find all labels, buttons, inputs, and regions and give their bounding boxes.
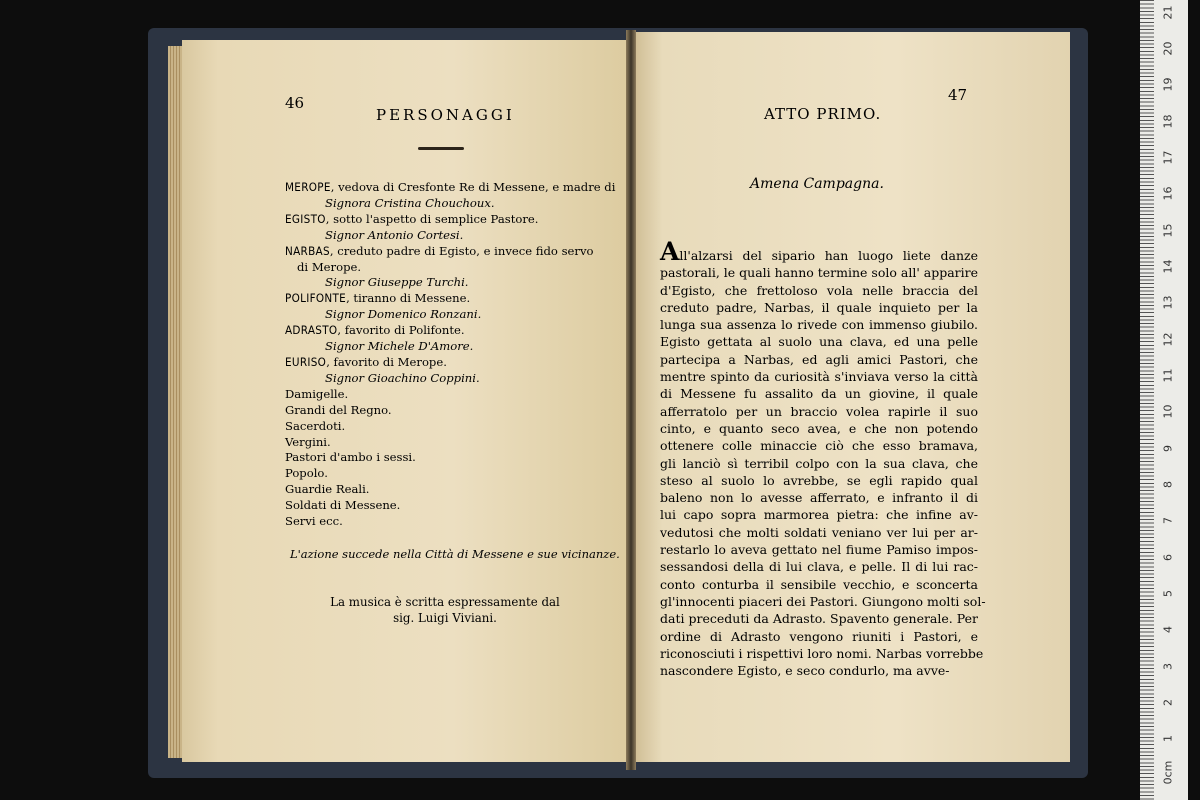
- text-line: gli lanciò sì terribil colpo con la sua clava, che: [660, 455, 978, 471]
- minor-role: Damigelle.: [285, 386, 349, 401]
- text-line: conto conturba il sensibile vecchio, e sconcerta: [660, 576, 978, 592]
- ruler-label: 3: [1161, 663, 1175, 670]
- text-line: dati preceduti da Adrasto. Spavento generale. Per: [660, 611, 978, 627]
- credit-line: sig. Luigi Viviani.: [393, 611, 497, 625]
- ruler-label: 17: [1161, 150, 1175, 165]
- text-line: Egisto gettata al suolo una clava, ed una pelle: [660, 334, 978, 350]
- cast-role: POLIFONTE, tiranno di Messene.: [285, 291, 471, 306]
- ruler-label: 4: [1161, 626, 1175, 633]
- cast-singer: Signora Cristina Chouchoux.: [325, 195, 495, 210]
- ruler-label: 0cm: [1161, 760, 1175, 785]
- cast-singer: Signor Antonio Cortesi.: [325, 227, 464, 242]
- right-page-title: ATTO PRIMO.: [764, 105, 882, 123]
- text-line: d'Egisto, che frettoloso vola nelle braccia del: [660, 282, 978, 298]
- ruler-label: 8: [1161, 481, 1175, 488]
- text-line: riconosciuti i rispettivi loro nomi. Narbas vorrebbe: [660, 645, 984, 661]
- cast-role-continuation: di Merope.: [297, 259, 362, 274]
- cast-singer: Signor Giuseppe Turchi.: [325, 275, 469, 290]
- credit-line: La musica è scritta espressamente dal: [330, 595, 560, 609]
- minor-role: Soldati di Messene.: [285, 498, 401, 513]
- ruler-label: 20: [1161, 41, 1175, 56]
- setting-note: L'azione succede nella Città di Messene e sue vicinanze.: [290, 547, 620, 561]
- cast-role: NARBAS, creduto padre di Egisto, e invece fido servo: [285, 243, 594, 258]
- minor-role: Popolo.: [285, 466, 328, 481]
- title-ornament: [418, 147, 464, 150]
- text-line: baleno non lo avesse afferrato, e infranto il di: [660, 490, 978, 506]
- text-line: steso al suolo lo avrebbe, se egli rapido qual: [660, 472, 978, 488]
- text-line: All'alzarsi del sipario han luogo liete danze: [660, 237, 978, 266]
- cast-list: [285, 180, 615, 530]
- text-line: mentre spinto da curiosità s'inviava verso la città: [660, 369, 978, 385]
- text-line: creduto padre, Narbas, il quale inquieto per la: [660, 299, 978, 315]
- text-line: ordine di Adrasto vengono riuniti i Pastori, e: [660, 628, 978, 644]
- text-line: pastorali, le quali hanno termine solo all' apparire: [660, 265, 978, 281]
- ruler-label: 15: [1161, 223, 1175, 238]
- ruler-label: 7: [1161, 517, 1175, 524]
- text-line: lui capo sopra marmorea pietra: che infine av-: [660, 507, 978, 523]
- ruler-label: 6: [1161, 554, 1175, 561]
- text-line: gl'innocenti piaceri dei Pastori. Giungono molti sol-: [660, 593, 986, 609]
- ruler-label: 13: [1161, 295, 1175, 310]
- minor-role: Sacerdoti.: [285, 418, 346, 433]
- ruler-label: 21: [1161, 5, 1175, 20]
- ruler-ticks: [1140, 0, 1154, 800]
- cast-role: EGISTO, sotto l'aspetto di semplice Pastore.: [285, 211, 539, 226]
- cast-role: ADRASTO, favorito di Polifonte.: [285, 323, 465, 338]
- text-line: lunga sua assenza lo rivede con immenso giubilo.: [660, 317, 978, 333]
- ruler-label: 18: [1161, 114, 1175, 129]
- text-line: sessandosi della di lui clava, e pelle. Il di lui rac-: [660, 559, 978, 575]
- left-page-title: PERSONAGGI: [376, 106, 515, 124]
- minor-role: Servi ecc.: [285, 514, 343, 529]
- cast-singer: Signor Gioachino Coppini.: [325, 370, 480, 385]
- music-credit: [300, 594, 590, 626]
- ruler-label: 14: [1161, 259, 1175, 274]
- cast-singer: Signor Michele D'Amore.: [325, 339, 474, 354]
- text-line: cinto, e quanto seco avea, e che non potendo: [660, 420, 978, 436]
- ruler-label: 16: [1161, 186, 1175, 201]
- minor-role: Guardie Reali.: [285, 482, 370, 497]
- cast-singer: Signor Domenico Ronzani.: [325, 307, 482, 322]
- minor-role: Grandi del Regno.: [285, 402, 392, 417]
- minor-role: Pastori d'ambo i sessi.: [285, 450, 416, 465]
- book-gutter: [626, 30, 636, 770]
- ruler-label: 1: [1161, 735, 1175, 742]
- text-line: restarlo lo aveva gettato nel fiume Pamiso impos-: [660, 542, 978, 558]
- ruler-label: 9: [1161, 445, 1175, 452]
- scene-heading: Amena Campagna.: [750, 176, 884, 192]
- left-page-number: 46: [285, 94, 305, 112]
- text-line: vedutosi che molti soldati veniano ver lui per ar-: [660, 524, 978, 540]
- measuring-ruler: [1140, 0, 1188, 800]
- right-page-number: 47: [948, 86, 968, 104]
- ruler-label: 11: [1161, 368, 1175, 383]
- minor-role: Vergini.: [285, 434, 331, 449]
- cast-role: MEROPE, vedova di Cresfonte Re di Messene, e madre di: [285, 180, 616, 194]
- ruler-label: 5: [1161, 590, 1175, 597]
- ruler-label: 12: [1161, 332, 1175, 347]
- text-line: nascondere Egisto, e seco condurlo, ma avve-: [660, 663, 950, 679]
- text-line: afferratolo per un braccio volea rapirle il suo: [660, 403, 978, 419]
- act-text: [660, 237, 986, 679]
- ruler-label: 19: [1161, 77, 1175, 92]
- cast-role: EURISO, favorito di Merope.: [285, 354, 447, 369]
- ruler-label: 2: [1161, 699, 1175, 706]
- text-line: ottenere colle minaccie ciò che esso bramava,: [660, 438, 978, 454]
- drop-cap: A: [660, 237, 680, 266]
- text-line: di Messene fu assalito da un giovine, il quale: [660, 386, 978, 402]
- text-line: partecipa a Narbas, ed agli amici Pastori, che: [660, 351, 978, 367]
- ruler-label: 10: [1161, 404, 1175, 419]
